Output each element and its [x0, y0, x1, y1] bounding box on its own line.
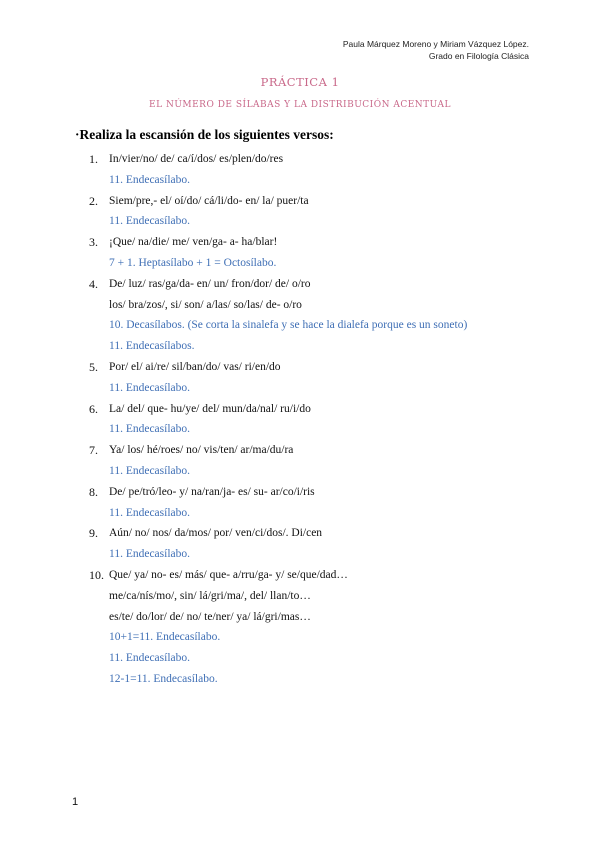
answer-line: 11. Endecasílabo. — [109, 381, 191, 394]
verse-line: De/ luz/ ras/ga/da- en/ un/ fron/dor/ de/ o/ro — [109, 277, 311, 290]
verse-list — [89, 149, 559, 690]
item-number: 5. — [89, 359, 98, 374]
list-item — [89, 399, 559, 441]
degree-text: Grado en Filología Clásica — [428, 51, 529, 61]
item-number: 6. — [89, 401, 98, 416]
answer-line: 11. Endecasílabos. — [109, 340, 195, 353]
verse-line: Por/ el/ ai/re/ sil/ban/do/ vas/ ri/en/do — [109, 360, 281, 373]
list-item — [89, 191, 559, 233]
page-subtitle: EL NÚMERO DE SÍLABAS Y LA DISTRIBUCIÓN ACENTUAL — [149, 100, 451, 110]
answer-line: 12-1=11. Endecasílabo. — [109, 672, 218, 685]
item-number: 9. — [89, 526, 98, 541]
page-number: 1 — [72, 796, 79, 808]
page-title: PRÁCTICA 1 — [260, 75, 340, 89]
answer-line: 10. Decasílabos. (Se corta la sinalefa y se hace la dialefa porque es un soneto) — [109, 319, 468, 332]
answer-line: 11. Endecasílabo. — [109, 506, 191, 519]
authors-text: Paula Márquez Moreno y Miriam Vázquez López. — [342, 39, 529, 49]
item-number: 3. — [89, 235, 98, 250]
verse-line: Ya/ los/ hé/roes/ no/ vis/ten/ ar/ma/du/ra — [109, 444, 294, 457]
answer-line: 10+1=11. Endecasílabo. — [109, 631, 221, 644]
answer-line: 11. Endecasílabo. — [109, 173, 191, 186]
list-item — [89, 232, 559, 274]
item-number: 4. — [89, 276, 98, 291]
list-item — [89, 357, 559, 399]
item-number: 7. — [89, 443, 98, 458]
list-item — [89, 523, 559, 565]
verse-line: Siem/pre,- el/ oí/do/ cá/li/do- en/ la/ puer/ta — [109, 194, 309, 207]
list-item — [89, 149, 559, 191]
verse-line: De/ pe/tró/leo- y/ na/ran/ja- es/ su- ar/co/i/ris — [109, 485, 315, 498]
item-number: 8. — [89, 484, 98, 499]
verse-line: ¡Que/ na/die/ me/ ven/ga- a- ha/blar! — [109, 236, 278, 249]
list-item — [89, 274, 559, 357]
answer-line: 11. Endecasílabo. — [109, 548, 191, 561]
list-item — [89, 482, 559, 524]
answer-line: 11. Endecasílabo. — [109, 652, 191, 665]
verse-line: La/ del/ que- hu/ye/ del/ mun/da/nal/ ru/i/do — [109, 402, 311, 415]
answer-line: 7 + 1. Heptasílabo + 1 = Octosílabo. — [109, 256, 277, 269]
item-number: 10. — [89, 567, 104, 582]
verse-line: es/te/ do/lor/ de/ no/ te/ner/ ya/ lá/gri/mas… — [109, 610, 311, 623]
answer-line: 11. Endecasílabo. — [109, 423, 191, 436]
answer-line: 11. Endecasílabo. — [109, 464, 191, 477]
document-header — [343, 38, 529, 62]
exercise-instruction: ·Realiza la escansión de los siguientes versos: — [75, 127, 334, 142]
verse-line: Que/ ya/ no- es/ más/ que- a/rru/ga- y/ se/que/dad… — [109, 568, 348, 581]
verse-line: me/ca/nís/mo/, sin/ lá/gri/ma/, del/ llan/to… — [109, 589, 311, 602]
list-item — [89, 440, 559, 482]
verse-line: Aún/ no/ nos/ da/mos/ por/ ven/ci/dos/. Di/cen — [109, 527, 323, 540]
answer-line: 11. Endecasílabo. — [109, 215, 191, 228]
list-item — [89, 565, 559, 690]
verse-line: los/ bra/zos/, si/ son/ a/las/ so/las/ de- o/ro — [109, 298, 302, 311]
item-number: 2. — [89, 193, 98, 208]
verse-line: In/vier/no/ de/ ca/í/dos/ es/plen/do/res — [109, 153, 284, 165]
item-number: 1. — [89, 152, 98, 166]
